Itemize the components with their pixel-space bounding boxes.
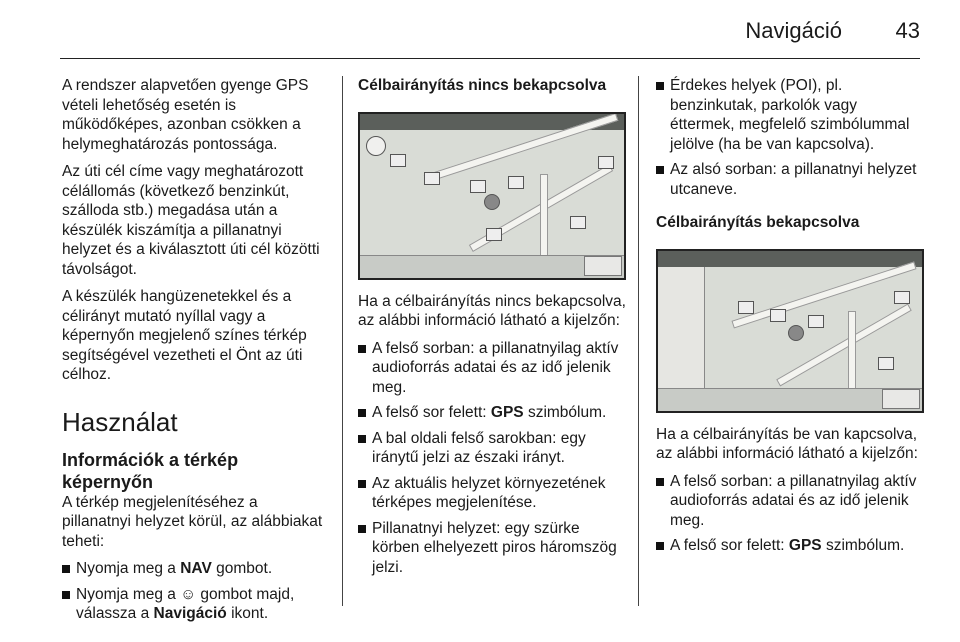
bullet-list [62,559,330,624]
position-arrow-icon [788,325,804,341]
poi-icon [770,309,786,322]
home-icon: ☺ [180,585,197,603]
column-1 [62,76,330,630]
header-rule [60,58,920,59]
map-road [776,303,912,386]
poi-icon [470,180,486,193]
route-info-panel [658,267,705,389]
column-3 [656,76,924,562]
map-screenshot-guidance [656,249,924,413]
poi-icon [424,172,440,185]
section-heading: Használat [62,406,178,437]
map-road [848,311,856,393]
map-road [540,174,548,266]
poi-icon [878,357,894,370]
paragraph: A készülék hangüzenetekkel és a célirányt mutató nyíllal vagy a képernyőn megjelenő színes térkép segítségével vezetheti el Önt az úti célhoz. [62,288,307,383]
list-item: A felső sorban: a pillanatnyilag aktív audioforrás adatai és az idő jelenik meg. [656,472,924,531]
poi-icon [808,315,824,328]
list-item: Az alsó sorban: a pillanatnyi helyzet utcaneve. [656,160,924,199]
column-2 [358,76,626,583]
list-item: Nyomja meg a ☺ gombot majd, válassza a Navigáció ikont. [62,585,330,624]
subsection-heading: Információk a térkép képernyőn [62,449,239,492]
position-arrow-icon [484,194,500,210]
column-divider [342,76,343,606]
poi-icon [486,228,502,241]
list-item: Érdekes helyek (POI), pl. benzinkutak, parkolók vagy éttermek, megfelelő szimbólummal jelölve (ha be van kapcsolva). [656,76,924,154]
list-item: A felső sor felett: GPS szimbólum. [358,403,626,423]
compass-icon [366,136,386,156]
poi-icon [390,154,406,167]
poi-icon [508,176,524,189]
list-item: Az aktuális helyzet környezetének térképes megjelenítése. [358,474,626,513]
poi-icon [894,291,910,304]
list-item: A felső sor felett: GPS szimbólum. [656,536,924,556]
menu-button[interactable] [584,256,622,276]
bullet-list [656,76,924,199]
page-number: 43 [895,18,920,43]
paragraph: Ha a célbairányítás be van kapcsolva, az alábbi információ látható a kijelzőn: [656,425,918,462]
menu-button[interactable] [882,389,920,409]
bullet-list [358,339,626,578]
list-item: Pillanatnyi helyzet: egy szürke körben elhelyezett piros háromszög jelzi. [358,519,626,578]
bullet-list [656,472,924,556]
map-screenshot-no-guidance [358,112,626,280]
section-title: Célbairányítás nincs bekapcsolva [358,77,607,94]
column-divider [638,76,639,606]
list-item: Nyomja meg a NAV gombot. [62,559,330,579]
poi-icon [570,216,586,229]
section-title: Célbairányítás bekapcsolva [656,214,860,231]
poi-icon [598,156,614,169]
paragraph: Az úti cél címe vagy meghatározott célállomás (következő benzinkút, szálloda stb.) megadása után a készülék kiszámítja a pillanatnyi helyzet és a kiválasztott úti cél közötti távolságot. [62,163,320,278]
paragraph: Ha a célbairányítás nincs bekapcsolva, az alábbi információ látható a kijelzőn: [358,292,626,329]
paragraph: A rendszer alapvetően gyenge GPS vételi lehetőség esetén is működőképes, azonban csökken a helymeghatározás pontossága. [62,77,309,153]
list-item: A felső sorban: a pillanatnyilag aktív audioforrás adatai és az idő jelenik meg. [358,339,626,398]
page-title: Navigáció [745,18,842,43]
paragraph: A térkép megjelenítéséhez a pillanatnyi helyzet körül, az alábbiakat teheti: [62,493,323,550]
poi-icon [738,301,754,314]
map-top-bar [658,251,922,267]
page-header [0,0,960,60]
list-item: A bal oldali felső sarokban: egy iránytű jelzi az északi irányt. [358,429,626,468]
